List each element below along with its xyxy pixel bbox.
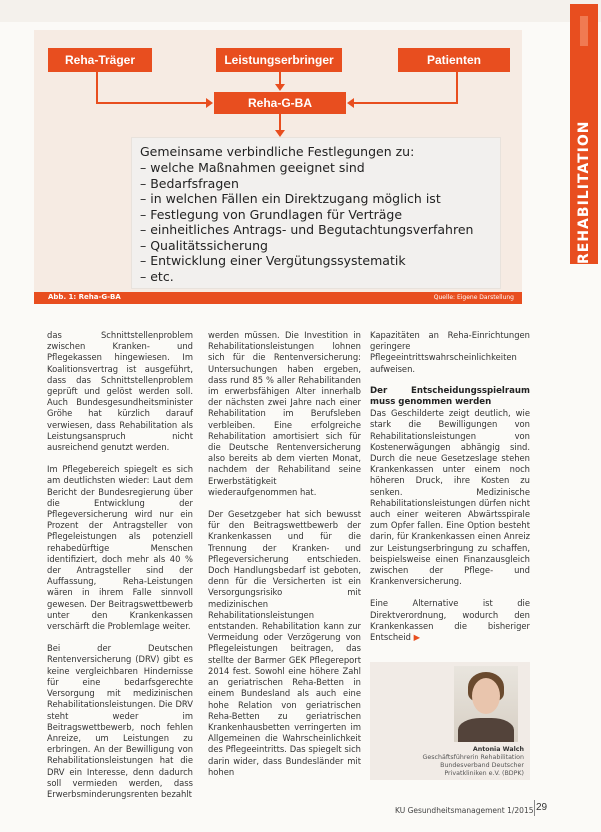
paragraph bbox=[370, 598, 530, 643]
box-patienten: Patienten bbox=[398, 48, 510, 72]
paragraph: Kapazitäten an Reha-Einrichtungen geringere Pflegeeintrittswahrscheinlichkeiten aufweisen. bbox=[370, 330, 530, 374]
agreement-item: – Qualitätssicherung bbox=[140, 237, 268, 253]
paragraph-text: Eine Alternative ist die Direktverordnung, wodurch den Krankenkassen die bisheriger Entscheid bbox=[370, 598, 530, 643]
box-reha-g-ba: Reha-G-BA bbox=[214, 92, 346, 114]
connector-right-horizontal bbox=[354, 102, 458, 104]
paragraph: werden müssen. Die Investition in Rehabilitationsleistungen lohnen sich für die Rentenversicherung: Untersuchungen haben ergeben, dass rund 85 % aller Rehabilitanden im erwerbsfähigen Alter innerhalb der nächsten zwei Jahre nach einer Rehabilitation im Berufsleben verbleiben. Eine erfolgreiche Rehabilitation amortisiert sich für die Deutsche Rentenversicherung also bereits ab dem vierten Monat, nachdem der Rehabilitand seine Erwerbstätigkeit wiederaufgenommen hat. bbox=[208, 330, 361, 497]
figure-caption: Abb. 1: Reha-G-BA bbox=[48, 293, 121, 301]
agreement-item: – etc. bbox=[140, 268, 174, 284]
agreement-item: – einheitliches Antrags- und Begutachtungsverfahren bbox=[140, 222, 474, 237]
box-leistungserbringer: Leistungserbringer bbox=[216, 48, 342, 72]
author-caption bbox=[404, 746, 524, 778]
section-side-tab bbox=[570, 4, 598, 264]
arrow-down-icon bbox=[275, 84, 285, 91]
author-photo bbox=[454, 666, 518, 742]
figure-reha-g-ba bbox=[34, 30, 522, 302]
arrow-down-to-list-icon bbox=[275, 130, 285, 137]
connector-left-horizontal bbox=[96, 102, 206, 104]
side-tab-marker bbox=[580, 16, 588, 46]
page-number: 29 bbox=[536, 802, 548, 813]
agreement-box bbox=[132, 138, 500, 288]
paragraph: Das Geschilderte zeigt deutlich, wie stark die Bewilligungen von Rehabilitationsleistungen von Kostenerwägungen abhängig sind. Durch die neue Gesetzeslage stehen Krankenkassen unter einem noch höheren Druck, ihre Kosten zu senken. Medizinische Rehabilitationsleistungen dürfen nicht auch einer weiteren Abwärtsspirale zum Opfer fallen. Eine Option besteht darin, für Krankenkassen einen Anreiz zur Leistungserbringung zu schaffen, beispielsweise einen Finanzausgleich zwischen der Pflege- und Krankenversicherung. bbox=[370, 408, 530, 587]
connector-right-vertical bbox=[456, 72, 458, 103]
author-name: Antonia Walch bbox=[472, 746, 524, 753]
footer-journal: KU Gesundheitsmanagement 1/2015 bbox=[395, 806, 534, 815]
author-role-line: Geschäftsführerin Rehabilitation bbox=[422, 754, 524, 761]
agreement-item: – Festlegung von Grundlagen für Verträge bbox=[140, 206, 403, 222]
article-column-1 bbox=[47, 330, 193, 811]
article-column-3 bbox=[370, 330, 530, 654]
connector-left-vertical bbox=[96, 72, 98, 103]
side-tab-label: REHABILITATION bbox=[576, 120, 592, 264]
photo-face bbox=[472, 678, 500, 714]
author-box bbox=[370, 662, 530, 780]
agreement-item: – welche Maßnahmen geeignet sind bbox=[140, 160, 365, 175]
photo-shoulders bbox=[458, 718, 514, 742]
arrow-left-icon bbox=[347, 98, 354, 108]
article-column-2 bbox=[208, 330, 361, 789]
footer-divider bbox=[534, 800, 535, 816]
author-role-line: Bundesverband Deutscher bbox=[440, 762, 524, 769]
agreement-list bbox=[140, 160, 473, 284]
figure-source: Quelle: Eigene Darstellung bbox=[433, 294, 514, 301]
box-reha-traeger: Reha-Träger bbox=[48, 48, 152, 72]
section-heading: Der Entscheidungsspielraum muss genommen werden bbox=[370, 385, 530, 408]
arrow-right-icon bbox=[206, 98, 213, 108]
agreement-item: – in welchen Fällen ein Direktzugang möglich ist bbox=[140, 191, 441, 206]
paragraph: Der Gesetzgeber hat sich bewusst für den Beitragswettbewerb der Krankenkassen und für die Trennung der Kranken- und Pflegeversicherung entschieden. Doch Handlungsbedarf ist geboten, denn für die Versicherten ist ein Versorgungsrisiko mit medizinischen Rehabilitationsleistungen entstanden. Rehabilitation kann zur Vermeidung oder Verzögerung von Pflegeleistungen beitragen, das stellte der Barmer GEK Pflegereport 2014 fest. Sowohl eine höhere Zahl an geriatrischen Reha-Betten in einem Bundesland als auch eine hohe Relation von geriatrischen Reha-Betten zu geriatrischen Krankenhausbetten verringerten im Allgemeinen die Wahrscheinlichkeit des Pflegeeintritts. Das spiegelt sich darin wider, dass Bundesländer mit hohen bbox=[208, 509, 361, 777]
paragraph: Im Pflegebereich spiegelt es sich am deutlichsten wieder: Laut dem Bericht der Bundesregierung über die Entwicklung der Pflegeversicherung wird nur ein Prozent der Antragsteller von Pflegeleistungen als potenziell rehabedürftige Menschen identifiziert, doch mehr als 40 % der Antragsteller sind der Auffassung, Reha-Leistungen wären in ihrem Falle sinnvoll gewesen. Der Beitragswettbewerb unter den Krankenkassen verschärft die Problemlage weiter. bbox=[47, 464, 193, 632]
continue-arrow-icon: ▶ bbox=[413, 632, 421, 643]
connector-down-to-list bbox=[279, 114, 281, 131]
top-strip bbox=[0, 0, 601, 22]
agreement-item: – Entwicklung einer Vergütungssystematik bbox=[140, 253, 406, 268]
figure-caption-bar bbox=[34, 292, 522, 304]
agreement-title: Gemeinsame verbindliche Festlegungen zu: bbox=[140, 144, 415, 159]
paragraph: Bei der Deutschen Rentenversicherung (DRV) gibt es keine vergleichbaren Hindernisse für eine bedarfsgerechte Versorgung mit medizinischen Rehabilitationsleistungen. Die DRV steht weder im Beitragswettbewerb, noch fehlen Anreize, um Leistungen zu erbringen. An der Bewilligung von Rehabilitationsleistungen hat die DRV ein Interesse, denn dadurch soll vermieden werden, dass Erwerbsminderungsrenten bezahlt bbox=[47, 643, 193, 799]
author-role-line: Privatkliniken e.V. (BDPK) bbox=[444, 770, 524, 777]
agreement-item: – Bedarfsfragen bbox=[140, 175, 239, 191]
paragraph: das Schnittstellenproblem zwischen Kranken- und Pflegekassen hingewiesen. Im Koalitionsvertrag ist ausgeführt, dass das Schnittstellenproblem geprüft und gelöst werden soll. Auch Bundesgesundheitsminister Gröhe hat kürzlich darauf verwiesen, dass Rehabilitation als Leistungsanspruch nicht ausreichend genutzt werden. bbox=[47, 330, 193, 453]
